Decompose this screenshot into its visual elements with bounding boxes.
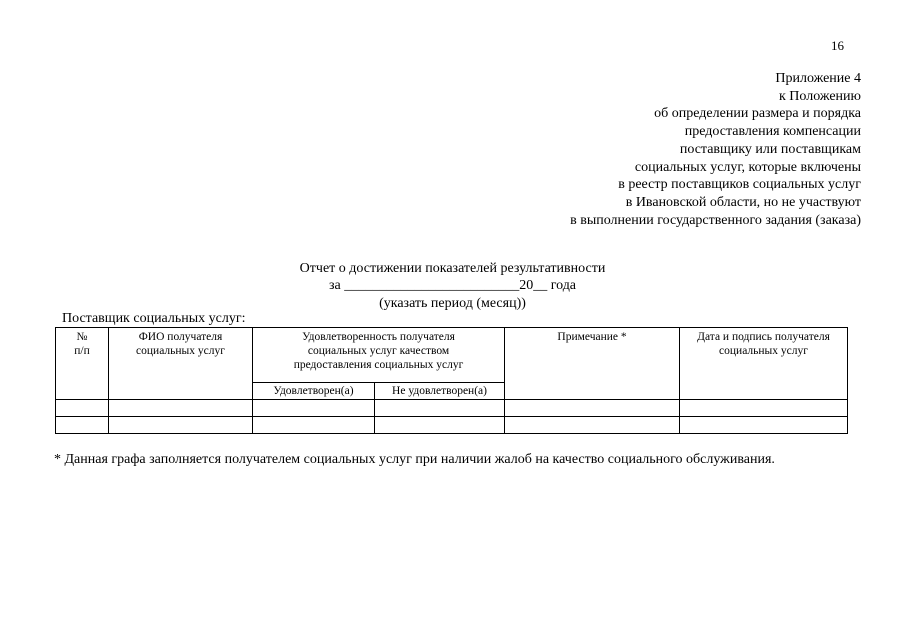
page-number: 16 — [831, 38, 844, 53]
appendix-line: в выполнении государственного задания (заказа) — [570, 212, 861, 228]
table-cell[interactable] — [375, 400, 505, 417]
table-cell[interactable] — [56, 400, 109, 417]
col-name-header: ФИО получателя социальных услуг — [109, 328, 253, 400]
report-period: за _________________________20__ года — [328, 278, 577, 294]
table-cell[interactable] — [253, 400, 375, 417]
appendix-line: Приложение 4 — [775, 71, 861, 86]
table-cell[interactable] — [253, 417, 375, 434]
table-cell[interactable] — [505, 400, 680, 417]
appendix-header — [570, 70, 861, 229]
footnote: * Данная графа заполняется получателем социальных услуг при наличии жалоб на качество социального обслуживания. — [54, 452, 775, 467]
table-cell[interactable] — [375, 417, 505, 434]
table-cell[interactable] — [56, 417, 109, 434]
col-not-satisfied-header: Не удовлетворен(а) — [375, 383, 505, 400]
table-cell[interactable] — [680, 400, 848, 417]
appendix-line: к Положению — [778, 88, 861, 104]
report-period-hint: (указать период (месяц)) — [379, 295, 526, 311]
appendix-line: в Ивановской области, но не участвуют — [625, 194, 861, 210]
supplier-label: Поставщик социальных услуг: — [62, 311, 246, 326]
table-cell[interactable] — [109, 417, 253, 434]
col-signature-header: Дата и подпись получателя социальных услуг — [680, 328, 848, 400]
table-cell[interactable] — [680, 417, 848, 434]
report-title-block — [0, 260, 905, 312]
col-number-header: № п/п — [56, 328, 109, 400]
col-satisfaction-header: Удовлетворенность получателя социальных услуг качеством предоставления социальных услуг — [253, 328, 505, 383]
appendix-line: социальных услуг, которые включены — [634, 159, 861, 175]
col-satisfied-header: Удовлетворен(а) — [253, 383, 375, 400]
table-cell[interactable] — [505, 417, 680, 434]
appendix-line: предоставления компенсации — [684, 124, 861, 140]
report-table — [55, 327, 848, 434]
appendix-line: об определении размера и порядка — [654, 106, 861, 122]
table-row — [56, 400, 848, 417]
report-title: Отчет о достижении показателей результативности — [299, 261, 606, 276]
table-cell[interactable] — [109, 400, 253, 417]
table-row — [56, 417, 848, 434]
col-note-header: Примечание * — [505, 328, 680, 400]
appendix-line: в реестр поставщиков социальных услуг — [618, 177, 861, 193]
appendix-line: поставщику или поставщикам — [679, 141, 861, 157]
